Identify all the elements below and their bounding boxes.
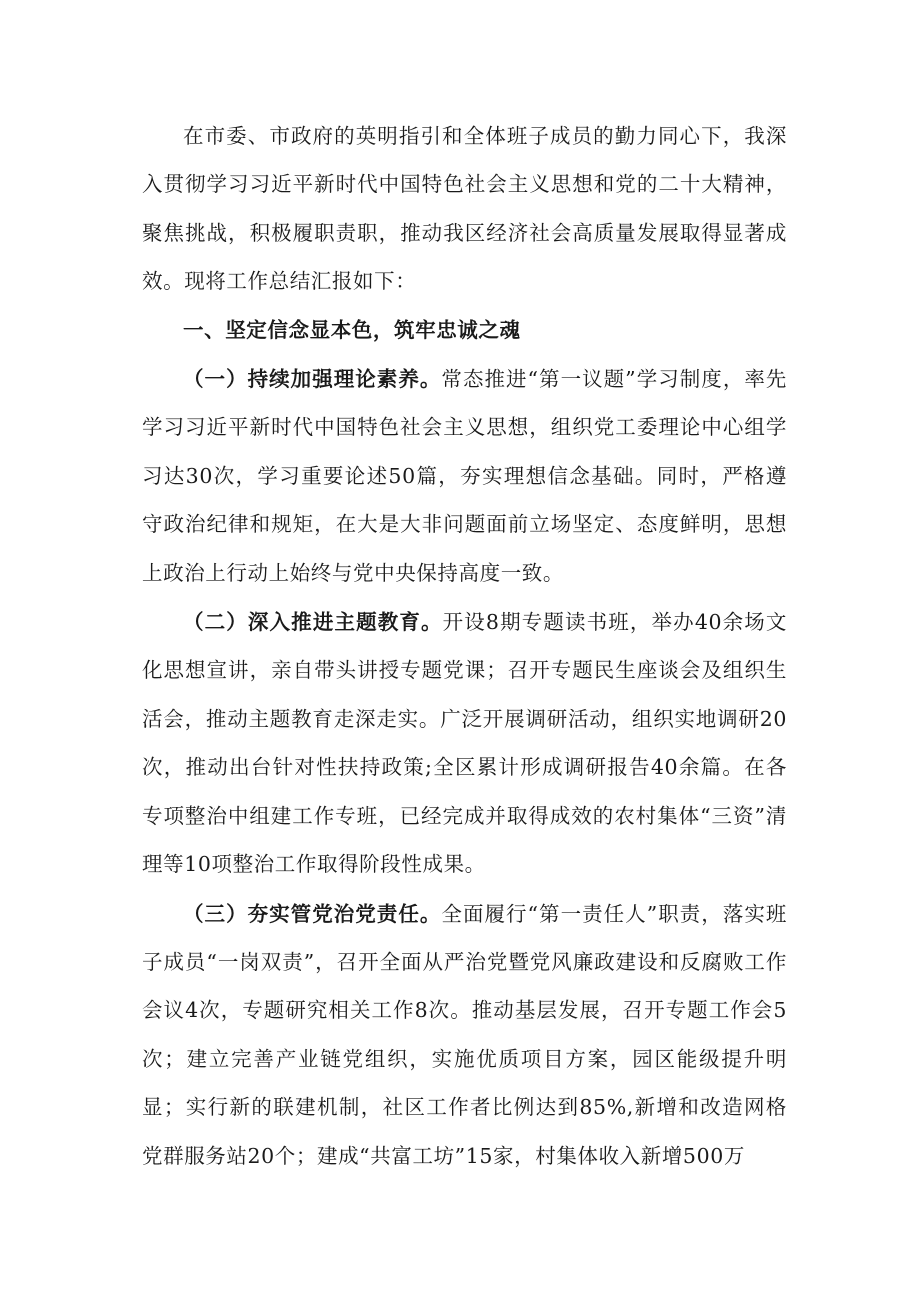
item-lead-3: （三）夯实管党治党责任。: [183, 901, 442, 926]
section-heading: 一、坚定信念显本色，筑牢忠诚之魂: [183, 317, 521, 342]
item-lead-2: （二）深入推进主题教育。: [183, 610, 443, 635]
item-body-3: 全面履行“第一责任人”职责，落实班子成员“一岗双责”，召开全面从严治党暨党风廉政建设和反腐败工作会议4次，专题研究相关工作8次。推动基层发展，召开专题工作会5次；建立完善产业链党组织，实施优质项目方案，园区能级提升明显；实行新的联建机制，社区工作者比例达到85%,新增和改造网格党群服务站20个；建成“共富工坊”15家，村集体收入新增500万: [142, 901, 787, 1168]
document-body: [142, 112, 787, 1180]
item-body-1: 常态推进“第一议题”学习制度，率先学习习近平新时代中国特色社会主义思想，组织党工委理论中心组学习达30次，学习重要论述50篇，夯实理想信念基础。同时，严格遵守政治纪律和规矩，在大是大非问题面前立场坚定、态度鲜明，思想上政治上行动上始终与党中央保持高度一致。: [142, 367, 787, 585]
item-body-2: 开设8期专题读书班，举办40余场文化思想宣讲，亲自带头讲授专题党课；召开专题民生座谈会及组织生活会，推动主题教育走深走实。广泛开展调研活动，组织实地调研20次，推动出台针对性扶持政策;全区累计形成调研报告40余篇。在各专项整治中组建工作专班，已经完成并取得成效的农村集体“三资”清理等10项整治工作取得阶段性成果。: [142, 610, 788, 877]
intro-paragraph: 在市委、市政府的英明指引和全体班子成员的勤力同心下，我深入贯彻学习习近平新时代中国特色社会主义思想和党的二十大精神，聚焦挑战，积极履职责职，推动我区经济社会高质量发展取得显著成效。现将工作总结汇报如下：: [142, 124, 787, 294]
item-paragraph-1: [142, 355, 787, 597]
item-lead-1: （一）持续加强理论素养。: [183, 367, 442, 392]
item-paragraph-2: [142, 598, 787, 888]
item-paragraph-3: [142, 890, 787, 1180]
